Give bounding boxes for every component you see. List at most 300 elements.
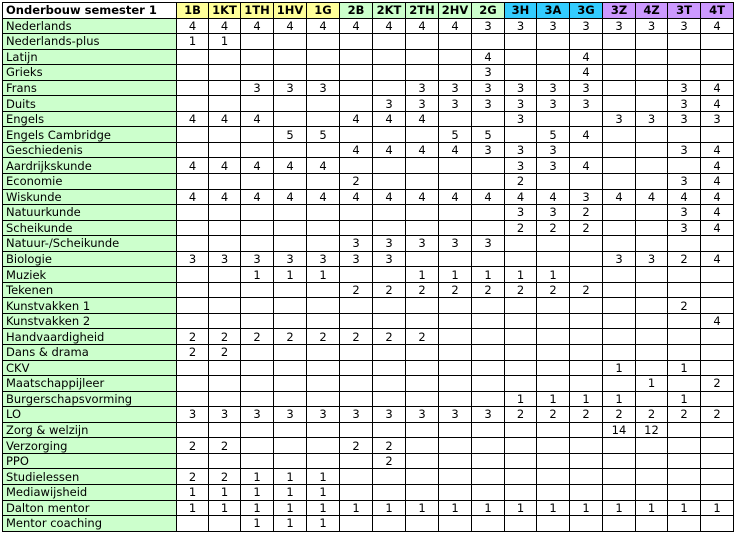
hours-cell: 1 — [603, 500, 636, 516]
subject-label: Mediawijsheid — [3, 484, 177, 500]
hours-cell: 4 — [701, 142, 734, 158]
hours-cell: 3 — [668, 80, 701, 96]
hours-cell — [307, 236, 340, 252]
hours-cell: 4 — [177, 111, 209, 127]
hours-cell — [373, 174, 406, 190]
hours-cell — [241, 220, 274, 236]
table-row — [3, 391, 734, 407]
table-title: Onderbouw semester 1 — [3, 3, 177, 19]
hours-cell: 4 — [406, 189, 439, 205]
hours-cell — [406, 298, 439, 314]
hours-cell: 3 — [472, 80, 505, 96]
hours-cell — [636, 453, 668, 469]
hours-cell: 2 — [241, 329, 274, 345]
hours-cell: 4 — [701, 96, 734, 112]
hours-cell — [603, 484, 636, 500]
hours-cell — [603, 127, 636, 143]
hours-cell — [537, 174, 570, 190]
subject-label: Aardrijkskunde — [3, 158, 177, 174]
hours-cell: 2 — [209, 469, 241, 485]
hours-cell: 1 — [505, 391, 537, 407]
hours-cell: 3 — [241, 251, 274, 267]
hours-cell — [570, 174, 603, 190]
hours-cell: 3 — [603, 251, 636, 267]
hours-cell: 1 — [274, 469, 307, 485]
subject-label: CKV — [3, 360, 177, 376]
subject-label: Biologie — [3, 251, 177, 267]
hours-cell: 2 — [701, 376, 734, 392]
hours-cell — [340, 360, 373, 376]
hours-cell — [439, 516, 472, 532]
hours-cell: 2 — [373, 453, 406, 469]
hours-cell: 1 — [274, 516, 307, 532]
hours-cell: 3 — [570, 189, 603, 205]
hours-cell: 5 — [274, 127, 307, 143]
hours-cell: 2 — [570, 205, 603, 221]
hours-cell — [340, 65, 373, 81]
hours-cell — [406, 127, 439, 143]
hours-cell — [472, 484, 505, 500]
hours-cell: 3 — [472, 236, 505, 252]
hours-cell: 3 — [505, 111, 537, 127]
hours-cell — [603, 376, 636, 392]
hours-cell: 4 — [373, 142, 406, 158]
hours-cell — [373, 205, 406, 221]
hours-cell — [373, 516, 406, 532]
column-header-1b: 1B — [177, 3, 209, 19]
table-row — [3, 189, 734, 205]
hours-cell: 1 — [340, 500, 373, 516]
hours-cell — [406, 376, 439, 392]
hours-cell — [340, 158, 373, 174]
column-header-1hv: 1HV — [274, 3, 307, 19]
column-header-3a: 3A — [537, 3, 570, 19]
hours-cell: 4 — [209, 158, 241, 174]
hours-cell — [472, 516, 505, 532]
hours-cell — [668, 34, 701, 50]
hours-cell: 2 — [668, 251, 701, 267]
hours-cell — [209, 360, 241, 376]
hours-cell — [274, 453, 307, 469]
column-header-3t: 3T — [668, 3, 701, 19]
hours-cell — [241, 65, 274, 81]
hours-cell — [177, 80, 209, 96]
table-row — [3, 469, 734, 485]
hours-cell — [241, 127, 274, 143]
hours-cell — [209, 422, 241, 438]
hours-cell: 12 — [636, 422, 668, 438]
hours-cell — [505, 376, 537, 392]
hours-cell: 3 — [241, 407, 274, 423]
hours-cell — [209, 267, 241, 283]
subject-label: Natuurkunde — [3, 205, 177, 221]
hours-cell — [241, 142, 274, 158]
hours-cell: 4 — [209, 18, 241, 34]
hours-cell — [177, 376, 209, 392]
table-row — [3, 127, 734, 143]
hours-cell — [505, 422, 537, 438]
hours-cell — [406, 313, 439, 329]
hours-cell: 2 — [570, 407, 603, 423]
hours-cell — [177, 96, 209, 112]
hours-cell — [241, 345, 274, 361]
table-row — [3, 313, 734, 329]
hours-cell — [603, 345, 636, 361]
subject-label: Nederlands-plus — [3, 34, 177, 50]
table-row — [3, 49, 734, 65]
hours-cell — [274, 205, 307, 221]
hours-cell — [505, 345, 537, 361]
hours-cell: 3 — [439, 96, 472, 112]
hours-cell — [505, 329, 537, 345]
hours-cell — [209, 391, 241, 407]
table-body — [3, 18, 734, 531]
subject-label: Kunstvakken 2 — [3, 313, 177, 329]
hours-cell — [505, 236, 537, 252]
hours-cell: 1 — [439, 267, 472, 283]
hours-cell: 4 — [373, 111, 406, 127]
hours-cell — [439, 313, 472, 329]
hours-cell — [373, 298, 406, 314]
hours-cell — [570, 329, 603, 345]
hours-cell — [472, 34, 505, 50]
hours-cell — [537, 34, 570, 50]
hours-cell — [505, 65, 537, 81]
subject-label: Muziek — [3, 267, 177, 283]
hours-cell — [209, 174, 241, 190]
hours-cell: 4 — [241, 111, 274, 127]
hours-cell — [472, 251, 505, 267]
hours-cell — [439, 391, 472, 407]
hours-cell — [209, 49, 241, 65]
hours-cell — [340, 313, 373, 329]
hours-cell — [373, 158, 406, 174]
hours-cell — [570, 453, 603, 469]
subject-label: Engels — [3, 111, 177, 127]
hours-cell: 4 — [307, 189, 340, 205]
hours-cell — [177, 127, 209, 143]
hours-cell — [274, 298, 307, 314]
hours-cell — [373, 469, 406, 485]
column-header-1kt: 1KT — [209, 3, 241, 19]
hours-cell — [472, 298, 505, 314]
hours-cell: 3 — [177, 251, 209, 267]
hours-cell — [668, 49, 701, 65]
hours-cell — [177, 236, 209, 252]
hours-cell — [472, 422, 505, 438]
hours-cell: 4 — [570, 127, 603, 143]
hours-cell: 1 — [472, 500, 505, 516]
hours-cell — [373, 422, 406, 438]
table-row — [3, 236, 734, 252]
hours-cell — [668, 236, 701, 252]
hours-cell: 3 — [472, 142, 505, 158]
subject-label: Tekenen — [3, 282, 177, 298]
hours-cell: 3 — [177, 407, 209, 423]
hours-cell — [636, 174, 668, 190]
hours-cell — [603, 34, 636, 50]
hours-cell — [603, 80, 636, 96]
hours-cell: 3 — [472, 407, 505, 423]
hours-cell — [636, 391, 668, 407]
table-row — [3, 142, 734, 158]
hours-cell: 3 — [701, 111, 734, 127]
hours-cell: 2 — [209, 438, 241, 454]
table-row — [3, 80, 734, 96]
hours-cell — [274, 174, 307, 190]
hours-cell — [340, 96, 373, 112]
hours-cell — [406, 34, 439, 50]
hours-cell: 3 — [241, 80, 274, 96]
hours-cell: 2 — [177, 469, 209, 485]
hours-cell — [373, 391, 406, 407]
hours-cell: 4 — [307, 18, 340, 34]
hours-cell: 2 — [406, 282, 439, 298]
hours-cell — [636, 205, 668, 221]
hours-cell — [307, 174, 340, 190]
hours-cell — [177, 298, 209, 314]
hours-cell: 4 — [177, 158, 209, 174]
column-header-2hv: 2HV — [439, 3, 472, 19]
hours-cell: 3 — [668, 174, 701, 190]
hours-cell — [439, 422, 472, 438]
table-row — [3, 205, 734, 221]
subject-label: Studielessen — [3, 469, 177, 485]
hours-cell — [241, 298, 274, 314]
hours-cell — [241, 49, 274, 65]
table-row — [3, 298, 734, 314]
hours-cell — [177, 422, 209, 438]
hours-cell — [274, 49, 307, 65]
hours-cell: 1 — [439, 500, 472, 516]
hours-cell: 3 — [373, 407, 406, 423]
hours-cell — [701, 329, 734, 345]
hours-cell: 1 — [603, 391, 636, 407]
hours-cell: 1 — [406, 500, 439, 516]
hours-cell — [406, 174, 439, 190]
subject-label: Dalton mentor — [3, 500, 177, 516]
hours-cell: 2 — [537, 220, 570, 236]
hours-cell: 2 — [406, 329, 439, 345]
hours-cell: 4 — [241, 189, 274, 205]
hours-cell: 3 — [209, 251, 241, 267]
hours-cell: 3 — [636, 251, 668, 267]
hours-cell: 1 — [307, 267, 340, 283]
hours-cell — [340, 469, 373, 485]
hours-cell — [241, 174, 274, 190]
hours-cell — [439, 205, 472, 221]
hours-cell — [701, 484, 734, 500]
hours-cell — [701, 469, 734, 485]
hours-cell — [603, 516, 636, 532]
hours-cell — [439, 345, 472, 361]
hours-cell — [472, 376, 505, 392]
hours-cell: 3 — [307, 80, 340, 96]
hours-cell — [274, 313, 307, 329]
hours-cell — [274, 282, 307, 298]
hours-cell: 1 — [537, 500, 570, 516]
hours-cell — [570, 516, 603, 532]
hours-cell: 1 — [209, 34, 241, 50]
hours-cell — [439, 220, 472, 236]
hours-cell — [307, 345, 340, 361]
hours-cell — [636, 49, 668, 65]
hours-cell — [373, 360, 406, 376]
hours-cell — [505, 313, 537, 329]
hours-cell: 3 — [505, 96, 537, 112]
column-header-1th: 1TH — [241, 3, 274, 19]
hours-cell: 1 — [668, 391, 701, 407]
column-header-3g: 3G — [570, 3, 603, 19]
hours-cell: 3 — [570, 18, 603, 34]
hours-cell — [537, 360, 570, 376]
hours-cell: 2 — [177, 438, 209, 454]
column-header-2th: 2TH — [406, 3, 439, 19]
hours-cell: 4 — [570, 49, 603, 65]
hours-cell — [636, 34, 668, 50]
subject-label: Handvaardigheid — [3, 329, 177, 345]
table-row — [3, 329, 734, 345]
hours-cell — [701, 282, 734, 298]
hours-cell — [406, 65, 439, 81]
hours-cell — [274, 34, 307, 50]
hours-cell: 3 — [406, 80, 439, 96]
hours-cell — [373, 80, 406, 96]
hours-cell — [274, 391, 307, 407]
hours-cell: 1 — [636, 376, 668, 392]
hours-cell — [209, 313, 241, 329]
hours-cell: 3 — [340, 407, 373, 423]
hours-cell — [274, 142, 307, 158]
hours-cell — [274, 422, 307, 438]
hours-cell — [701, 391, 734, 407]
hours-cell — [472, 313, 505, 329]
hours-cell — [241, 205, 274, 221]
hours-cell — [505, 298, 537, 314]
hours-cell — [241, 236, 274, 252]
table-row — [3, 407, 734, 423]
hours-cell — [701, 345, 734, 361]
hours-cell — [537, 438, 570, 454]
hours-cell: 3 — [668, 96, 701, 112]
hours-cell — [636, 329, 668, 345]
column-header-2b: 2B — [340, 3, 373, 19]
hours-cell — [505, 438, 537, 454]
table-row — [3, 267, 734, 283]
hours-cell — [603, 49, 636, 65]
hours-cell: 4 — [537, 189, 570, 205]
hours-cell — [340, 220, 373, 236]
hours-cell: 3 — [537, 205, 570, 221]
hours-cell — [537, 376, 570, 392]
hours-cell — [570, 298, 603, 314]
hours-cell: 4 — [406, 142, 439, 158]
hours-cell — [274, 236, 307, 252]
hours-cell — [406, 422, 439, 438]
hours-cell: 3 — [570, 80, 603, 96]
column-header-4z: 4Z — [636, 3, 668, 19]
hours-cell — [636, 298, 668, 314]
hours-cell: 4 — [701, 251, 734, 267]
hours-cell: 14 — [603, 422, 636, 438]
hours-cell — [537, 329, 570, 345]
hours-cell — [570, 251, 603, 267]
hours-cell — [307, 298, 340, 314]
hours-cell: 1 — [274, 267, 307, 283]
hours-cell: 3 — [603, 18, 636, 34]
hours-cell: 1 — [537, 267, 570, 283]
hours-cell: 3 — [537, 18, 570, 34]
hours-cell — [472, 205, 505, 221]
hours-cell — [472, 391, 505, 407]
hours-cell — [701, 49, 734, 65]
hours-cell — [701, 422, 734, 438]
hours-cell — [537, 111, 570, 127]
hours-cell — [701, 438, 734, 454]
hours-cell — [340, 484, 373, 500]
hours-cell — [307, 391, 340, 407]
subject-label: Maatschappijleer — [3, 376, 177, 392]
hours-cell: 4 — [340, 142, 373, 158]
hours-cell — [603, 453, 636, 469]
hours-cell — [603, 142, 636, 158]
hours-cell: 2 — [177, 345, 209, 361]
hours-cell — [701, 516, 734, 532]
hours-cell — [570, 236, 603, 252]
hours-cell — [439, 438, 472, 454]
hours-cell: 4 — [373, 18, 406, 34]
hours-cell: 4 — [406, 111, 439, 127]
hours-cell — [439, 376, 472, 392]
hours-cell — [570, 34, 603, 50]
hours-cell: 2 — [636, 407, 668, 423]
hours-cell — [241, 34, 274, 50]
hours-cell: 3 — [668, 142, 701, 158]
hours-cell — [373, 127, 406, 143]
hours-cell — [373, 220, 406, 236]
subject-label: Geschiedenis — [3, 142, 177, 158]
hours-cell: 3 — [274, 407, 307, 423]
hours-cell: 4 — [177, 189, 209, 205]
subject-label: Scheikunde — [3, 220, 177, 236]
column-header-3h: 3H — [505, 3, 537, 19]
hours-cell — [406, 453, 439, 469]
hours-cell — [537, 65, 570, 81]
hours-cell — [636, 516, 668, 532]
hours-cell: 2 — [505, 220, 537, 236]
hours-cell — [373, 267, 406, 283]
subject-label: Kunstvakken 1 — [3, 298, 177, 314]
hours-cell: 2 — [274, 329, 307, 345]
hours-cell — [241, 438, 274, 454]
hours-cell: 4 — [701, 158, 734, 174]
table-row — [3, 158, 734, 174]
hours-cell — [177, 360, 209, 376]
hours-cell: 3 — [537, 96, 570, 112]
hours-cell: 4 — [209, 111, 241, 127]
hours-cell: 3 — [537, 158, 570, 174]
hours-cell — [570, 376, 603, 392]
hours-cell — [701, 298, 734, 314]
hours-cell — [209, 376, 241, 392]
hours-cell: 1 — [668, 500, 701, 516]
hours-cell — [472, 220, 505, 236]
hours-cell: 1 — [241, 484, 274, 500]
hours-cell: 3 — [537, 80, 570, 96]
hours-cell — [668, 158, 701, 174]
hours-cell: 4 — [701, 18, 734, 34]
table-row — [3, 376, 734, 392]
